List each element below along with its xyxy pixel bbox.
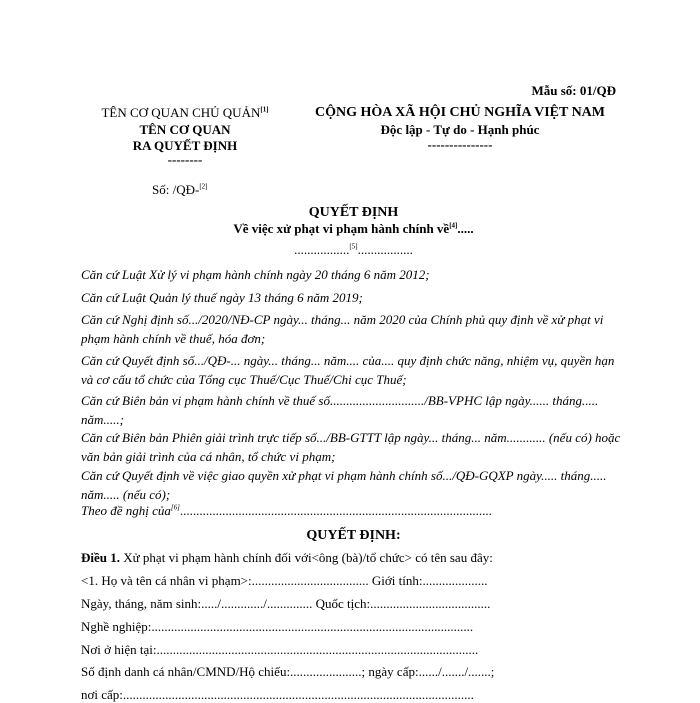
national-title: CỘNG HÒA XÃ HỘI CHỦ NGHĨA VIỆT NAM bbox=[314, 105, 605, 120]
proposal-line bbox=[81, 503, 492, 519]
document-number bbox=[152, 182, 207, 198]
issuing-agency: TÊN CƠ QUAN bbox=[139, 122, 231, 137]
basis-delegation-decision: Căn cứ Quyết định về việc giao quyền xử phạt vi phạm hành chính số.../QĐ-GQXP ngày..... tháng..... năm..... (nếu có); bbox=[81, 468, 607, 502]
place-date-line bbox=[81, 242, 626, 258]
field-residence: Nơi ở hiện tại:................................................................................................... bbox=[81, 642, 479, 657]
decision-heading: QUYẾT ĐỊNH: bbox=[306, 528, 401, 543]
place-dots: ................. bbox=[294, 242, 350, 257]
footnote-ref-1: [1] bbox=[260, 105, 269, 114]
field-issue-place: nơi cấp:............................................................................................................ bbox=[81, 687, 474, 702]
field-occupation: Nghề nghiệp:................................................................................................... bbox=[81, 619, 474, 634]
field-id-number: Số định danh cá nhân/CMND/Hộ chiếu:......................; ngày cấp:....../......./.......; bbox=[81, 664, 495, 679]
article-1-label: Điều 1. bbox=[81, 550, 120, 565]
basis-decision-functions: Căn cứ Quyết định số.../QĐ-... ngày... tháng... năm.... của.... quy định chức năng, nhiệm vụ, quyền hạn và cơ cấu tổ chức của Tổng cục Thuế/Cục Thuế/Chi cục Thuế; bbox=[81, 353, 615, 387]
decision-subject-dots: ..... bbox=[457, 221, 474, 236]
footnote-ref-5: [5] bbox=[349, 242, 358, 251]
decision-subject bbox=[81, 221, 626, 237]
form-code: Mẫu số: 01/QĐ bbox=[531, 83, 616, 98]
basis-explanation-record: Căn cứ Biên bản Phiên giải trình trực tiếp số.../BB-GTTT lập ngày... tháng... năm............ (nếu có) hoặc văn bản giải trình của cá nhân, tổ chức vi phạm; bbox=[81, 430, 621, 464]
footnote-ref-6: [6] bbox=[170, 503, 180, 512]
field-name-gender: <1. Họ và tên cá nhân vi phạm>:.................................... Giới tính:.................... bbox=[81, 573, 488, 588]
decision-title: QUYẾT ĐỊNH bbox=[308, 205, 399, 220]
governing-agency bbox=[85, 105, 285, 121]
field-birthdate-nationality: Ngày, tháng, năm sinh:...../............./.............. Quốc tịch:..................................... bbox=[81, 596, 491, 611]
basis-law-tax: Căn cứ Luật Quản lý thuế ngày 13 tháng 6 năm 2019; bbox=[81, 290, 363, 305]
date-dots: ................. bbox=[357, 242, 413, 257]
right-divider: --------------- bbox=[427, 137, 493, 152]
basis-decree: Căn cứ Nghị định số.../2020/NĐ-CP ngày... tháng... năm 2020 của Chính phủ quy định về xử phạt vi phạm hành chính về thuế, hóa đơn; bbox=[81, 312, 604, 346]
proposal-dots: ................................................................................................ bbox=[179, 503, 492, 518]
governing-agency-label: TÊN CƠ QUAN CHỦ QUẢN bbox=[101, 105, 261, 120]
document-number-text: Số: /QĐ- bbox=[152, 182, 200, 197]
basis-violation-record: Căn cứ Biên bản vi phạm hành chính về thuế số............................./BB-VPHC lập ngày...... tháng..... năm.....; bbox=[81, 393, 599, 427]
national-motto: Độc lập - Tự do - Hạnh phúc bbox=[380, 122, 540, 137]
article-1 bbox=[81, 550, 493, 566]
basis-law-administrative: Căn cứ Luật Xử lý vi phạm hành chính ngày 20 tháng 6 năm 2012; bbox=[81, 267, 430, 282]
article-1-text: Xử phạt vi phạm hành chính đối với<ông (bà)/tổ chức> có tên sau đây: bbox=[120, 550, 493, 565]
left-divider: -------- bbox=[167, 152, 203, 167]
proposal-text: Theo đề nghị của bbox=[81, 503, 171, 518]
decision-subject-text: Về việc xử phạt vi phạm hành chính về bbox=[233, 221, 450, 236]
issuing-agency-role: RA QUYẾT ĐỊNH bbox=[132, 138, 238, 153]
footnote-ref-4: [4] bbox=[449, 221, 458, 230]
footnote-ref-2: [2] bbox=[199, 182, 208, 191]
